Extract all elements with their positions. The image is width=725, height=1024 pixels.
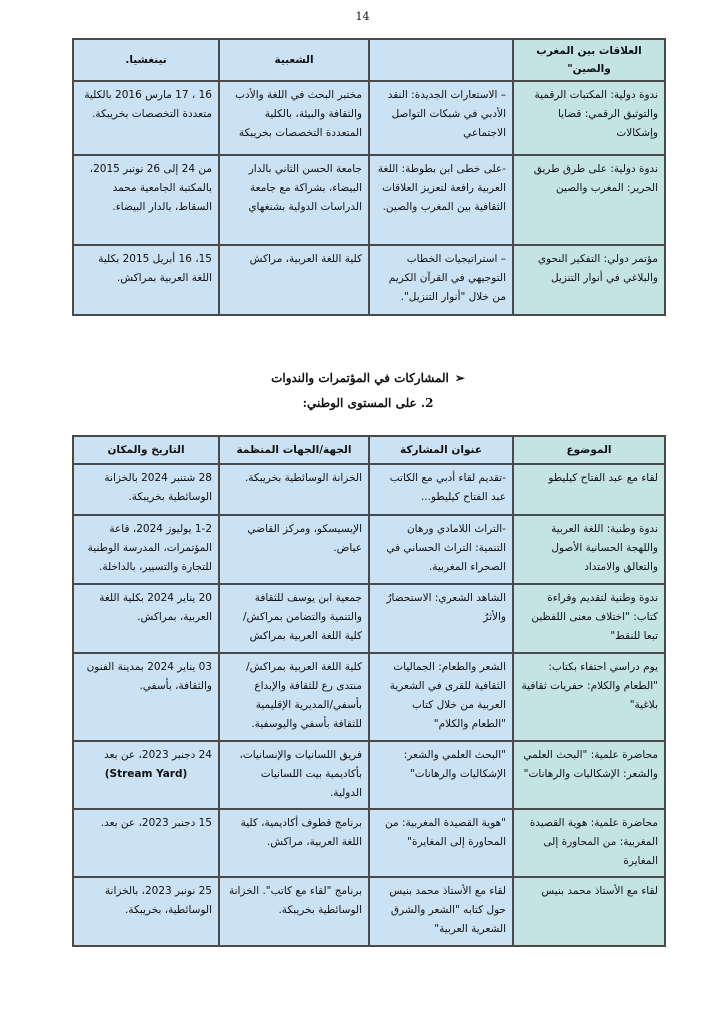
cell-date-place: 28 شتنبر 2024 بالخزانة الوسائطية بخريبكة. <box>73 464 219 515</box>
cell-organizer: برنامج "لقاء مع كاتب". الخزانة الوسائطية بخريبكة. <box>219 877 369 946</box>
header-organizer: الجهة/الجهات المنظمة <box>219 436 369 464</box>
table-header-row <box>73 436 665 464</box>
header-date-place: نينغشيا. <box>73 39 219 81</box>
table-header-row <box>73 39 665 81</box>
header-topic: الموضوع <box>513 436 665 464</box>
cell-organizer: برنامج قطوف أكاديمية، كلية اللغة العربية، مراكش. <box>219 809 369 877</box>
cell-topic: لقاء مع عبد الفتاح كيليطو <box>513 464 665 515</box>
cell-organizer: الخزانة الوسائطية بخريبكة. <box>219 464 369 515</box>
header-title <box>369 39 513 81</box>
cell-date-place: 03 يناير 2024 بمدينة الفنون والثقافة، بأسفي. <box>73 653 219 740</box>
table-row <box>73 245 665 315</box>
cell-date-place: 15، 16 أبريل 2015 بكلية اللغة العربية بمراكش. <box>73 245 219 315</box>
cell-organizer: مختبر البحث في اللغة والأدب والثقافة والبيئة، بالكلية المتعددة التخصصات بخريبكة <box>219 81 369 155</box>
cell-organizer: فريق اللسانيات والإنسانيات، بأكاديمية بيت اللسانيات الدولية. <box>219 741 369 809</box>
cell-date-place: 16 ، 17 مارس 2016 بالكلية متعددة التخصصات بخريبكة. <box>73 81 219 155</box>
cell-date-place: 15 دجنبر 2023، عن بعد. <box>73 809 219 877</box>
header-title: عنوان المشاركة <box>369 436 513 464</box>
table-row <box>73 81 665 155</box>
cell-topic: ندوة وطنية لتقديم وقراءة كتاب: "اختلاف معنى اللفظين تبعا للنقط" <box>513 584 665 653</box>
table-row <box>73 741 665 809</box>
cell-topic: لقاء مع الأستاذ محمد بنيس <box>513 877 665 946</box>
table-row <box>73 584 665 653</box>
page-number: 14 <box>355 10 370 23</box>
stream-yard-note: (Stream Yard) <box>104 767 188 780</box>
check-arrow-icon: ➢ <box>454 371 465 385</box>
cell-date-place: 1-2 يوليوز 2024، قاعة المؤتمرات، المدرسة الوطنية للتجارة والتسيير، بالداخلة. <box>73 515 219 584</box>
table-row <box>73 464 665 515</box>
section-title-text: المشاركات في المؤتمرات والندوات <box>271 371 449 385</box>
section-subtitle: 2. على المستوى الوطني: <box>302 396 434 410</box>
table-row <box>73 515 665 584</box>
cell-topic: محاضرة علمية: "البحث العلمي والشعر: الإشكاليات والرهانات" <box>513 741 665 809</box>
table-row <box>73 877 665 946</box>
header-organizer: الشعبية <box>219 39 369 81</box>
cell-organizer: جامعة الحسن الثاني بالدار البيضاء، بشراكة مع جامعة الدراسات الدولية بشنغهاي <box>219 155 369 245</box>
cell-date-place: 25 نونبر 2023، بالخزانة الوسائطية، بخريبكة. <box>73 877 219 946</box>
cell-topic: ندوة دولية: المكتبات الرقمية والتوثيق الرقمي: قضايا وإشكالات <box>513 81 665 155</box>
cell-title: -التراث اللامادي ورهان التنمية: التراث الحساني في الصحراء المغربية. <box>369 515 513 584</box>
cell-title: -تقديم لقاء أدبي مع الكاتب عبد الفتاح كيليطو... <box>369 464 513 515</box>
cell-topic: مؤتمر دولي: التفكير النحوي والبلاغي في أنوار التنزيل <box>513 245 665 315</box>
header-topic: العلاقات بين المغرب والصين" <box>513 39 665 81</box>
table-row <box>73 809 665 877</box>
header-date-place: التاريخ والمكان <box>73 436 219 464</box>
cell-topic: محاضرة علمية: هوية القصيدة المغربية: من المحاورة إلى المغايرة <box>513 809 665 877</box>
cell-organizer: الإيسيسكو، ومركز القاضي عياض. <box>219 515 369 584</box>
cell-title: "هوية القصيدة المغربية: من المحاورة إلى المغايرة" <box>369 809 513 877</box>
cell-title: – الاستعارات الجديدة: النقد الأدبي في شبكات التواصل الاجتماعي <box>369 81 513 155</box>
date-place-text: 24 دجنبر 2023، عن بعد <box>104 748 212 761</box>
cell-title: لقاء مع الأستاذ محمد بنيس حول كتابه "الشعر والشرق الشعرية العربية" <box>369 877 513 946</box>
cell-topic: ندوة دولية: على طرق طريق الحرير: المغرب والصين <box>513 155 665 245</box>
cell-topic: ندوة وطنية: اللغة العربية واللهجة الحسانية الأصول والتعالق والامتداد <box>513 515 665 584</box>
cell-organizer: جمعية ابن يوسف للثقافة والتنمية والتضامن بمراكش/ كلية اللغة العربية بمراكش <box>219 584 369 653</box>
conferences-international-table <box>72 38 666 316</box>
table-row <box>73 155 665 245</box>
cell-organizer: كلية اللغة العربية، مراكش <box>219 245 369 315</box>
table-row <box>73 653 665 740</box>
section-title <box>72 371 664 385</box>
cell-organizer: كلية اللغة العربية بمراكش/ منتدى رع للثقافة والإبداع بأسفي/المديرية الإقليمية للثقافة بأسفي واليوسفية. <box>219 653 369 740</box>
cell-title: الشاهد الشعري: الاستحضارُ والأثرُ <box>369 584 513 653</box>
conferences-national-table <box>72 435 666 947</box>
cell-title: "البحث العلمي والشعر: الإشكاليات والرهانات" <box>369 741 513 809</box>
cell-date-place <box>73 741 219 809</box>
cell-title: الشعر والطعام: الجماليات الثقافية للقرى في الشعرية العربية من خلال كتاب "الطعام والكلام" <box>369 653 513 740</box>
cell-date-place: 20 يناير 2024 بكلية اللغة العربية، بمراكش. <box>73 584 219 653</box>
cell-title: -على خطى ابن بطوطة: اللغة العربية رافعة لتعزيز العلاقات الثقافية بين المغرب والصين. <box>369 155 513 245</box>
cell-title: – استراتيجيات الخطاب التوجيهي في القرآن الكريم من خلال "أنوار التنزيل". <box>369 245 513 315</box>
cell-topic: يوم دراسي احتفاء بكتاب: "الطعام والكلام: حفريات ثقافية بلاغية" <box>513 653 665 740</box>
cell-date-place: من 24 إلى 26 نونبر 2015، بالمكتبة الجامعية محمد السقاط، بالدار البيضاء. <box>73 155 219 245</box>
